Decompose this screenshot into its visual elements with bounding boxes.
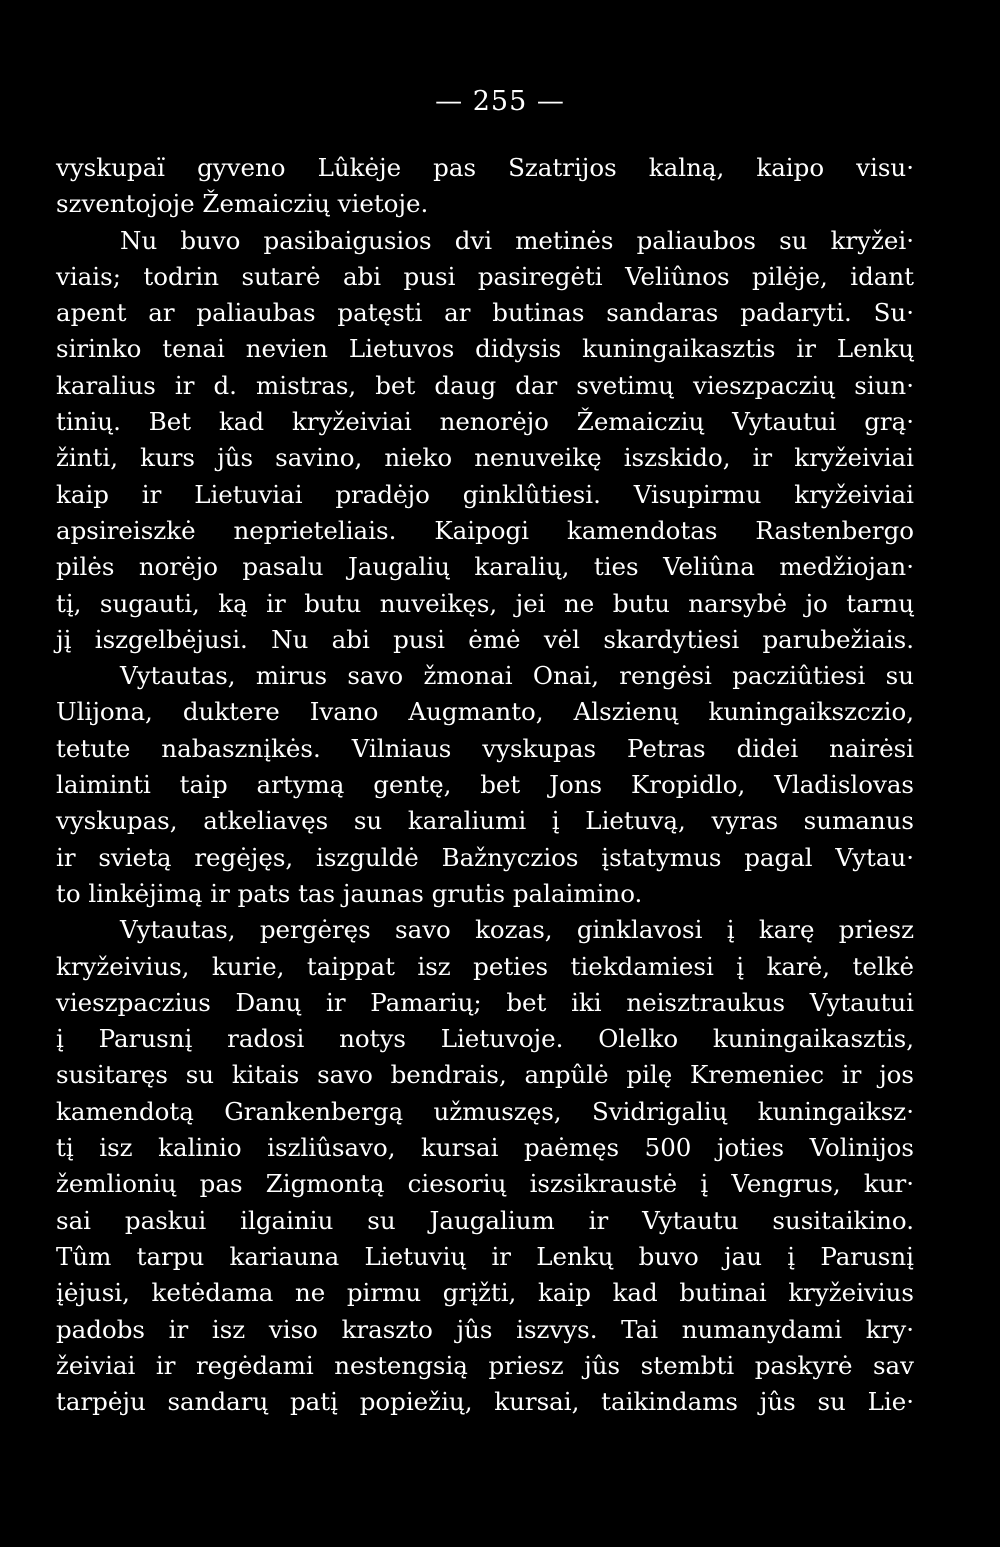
text-line: Nu buvo pasibaigusios dvi metinės paliaubos su kryžei· bbox=[120, 225, 914, 255]
text-line: tį isz kalinio iszliûsavo, kursai paėmęs 500 joties Volinijos bbox=[56, 1133, 914, 1163]
page-number: — 255 — bbox=[435, 86, 565, 117]
text-line: sai paskui ilgainiu su Jaugalium ir Vytautu susitaikino. bbox=[56, 1205, 914, 1235]
text-line: žinti, kurs jûs savino, nieko nenuveikę iszskido, ir kryžeiviai bbox=[56, 443, 914, 473]
text-line: tetute nabasznįkės. Vilniaus vyskupas Petras didei nairėsi bbox=[56, 733, 914, 763]
text-line: Tûm tarpu kariauna Lietuvių ir Lenkų buvo jau į Parusnį bbox=[56, 1241, 914, 1271]
text-line: kamendotą Grankenbergą užmuszęs, Svidrigalių kuningaiksz· bbox=[56, 1096, 914, 1126]
text-line: kaip ir Lietuviai pradėjo ginklûtiesi. Visupirmu kryžeiviai bbox=[56, 479, 914, 509]
body-text bbox=[56, 150, 914, 1420]
text-line: vyskupaï gyveno Lûkėje pas Szatrijos kalną, kaipo visu· bbox=[56, 153, 914, 182]
text-line: padobs ir isz viso kraszto jûs iszvys. Tai numanydami kry· bbox=[56, 1314, 914, 1344]
text-line: karalius ir d. mistras, bet daug dar svetimų vieszpaczių siun· bbox=[56, 370, 914, 400]
text-line: susitaręs su kitais savo bendrais, anpûlė pilę Kremeniec ir jos bbox=[56, 1060, 914, 1090]
text-line: apsireiszkė neprieteliais. Kaipogi kamendotas Rastenbergo bbox=[56, 515, 914, 545]
text-line: szventojoje Žemaiczių vietoje. bbox=[56, 189, 429, 219]
text-line: apent ar paliaubas patęsti ar butinas sandaras padaryti. Su· bbox=[56, 298, 914, 328]
text-line: sirinko tenai nevien Lietuvos didysis kuningaikasztis ir Lenkų bbox=[56, 334, 914, 364]
text-line: jį iszgelbėjusi. Nu abi pusi ėmė vėl skardytiesi parubežiais. bbox=[56, 624, 914, 654]
text-line: viais; todrin sutarė abi pusi pasiregėti Veliûnos pilėje, idant bbox=[56, 261, 914, 291]
text-line: kryžeivius, kurie, taippat isz peties tiekdamiesi į karė, telkė bbox=[56, 951, 914, 981]
text-line: įėjusi, ketėdama ne pirmu grįžti, kaip kad butinai kryžeivius bbox=[56, 1278, 914, 1308]
text-line: vyskupas, atkeliavęs su karaliumi į Lietuvą, vyras sumanus bbox=[56, 806, 914, 836]
text-line: tinių. Bet kad kryžeiviai nenorėjo Žemaiczių Vytautui grą· bbox=[56, 407, 914, 437]
text-line: žeiviai ir regėdami nestengsią priesz jûs stembti paskyrė sav bbox=[56, 1350, 914, 1380]
text-line: to linkėjimą ir pats tas jaunas grutis palaimino. bbox=[56, 878, 643, 908]
text-line: Vytautas, mirus savo žmonai Onai, rengėsi pacziûtiesi su bbox=[120, 661, 914, 691]
text-line: Ulijona, duktere Ivano Augmanto, Alszienų kuningaikszczio, bbox=[56, 697, 914, 727]
text-line: žemlionių pas Zigmontą ciesorių iszsikraustė į Vengrus, kur· bbox=[56, 1169, 914, 1199]
text-line: Vytautas, pergėręs savo kozas, ginklavosi į karę priesz bbox=[120, 915, 914, 945]
text-line: tį, sugauti, ką ir butu nuveikęs, jei ne butu narsybė jo tarnų bbox=[56, 588, 914, 618]
text-line: ir svietą regėjęs, iszguldė Bažnyczios įstatymus pagal Vytau· bbox=[56, 842, 914, 872]
text-line: laiminti taip artymą gentę, bet Jons Kropidlo, Vladislovas bbox=[56, 770, 914, 800]
text-line: į Parusnį radosi notys Lietuvoje. Olelko kuningaikasztis, bbox=[56, 1024, 914, 1054]
text-line: vieszpaczius Danų ir Pamarių; bet iki neisztraukus Vytautui bbox=[56, 987, 914, 1017]
text-line: pilės norėjo pasalu Jaugalių karalių, ties Veliûna medžiojan· bbox=[56, 552, 914, 582]
text-line: tarpėju sandarų patį popiežių, kursai, taikindams jûs su Lie· bbox=[56, 1387, 914, 1417]
